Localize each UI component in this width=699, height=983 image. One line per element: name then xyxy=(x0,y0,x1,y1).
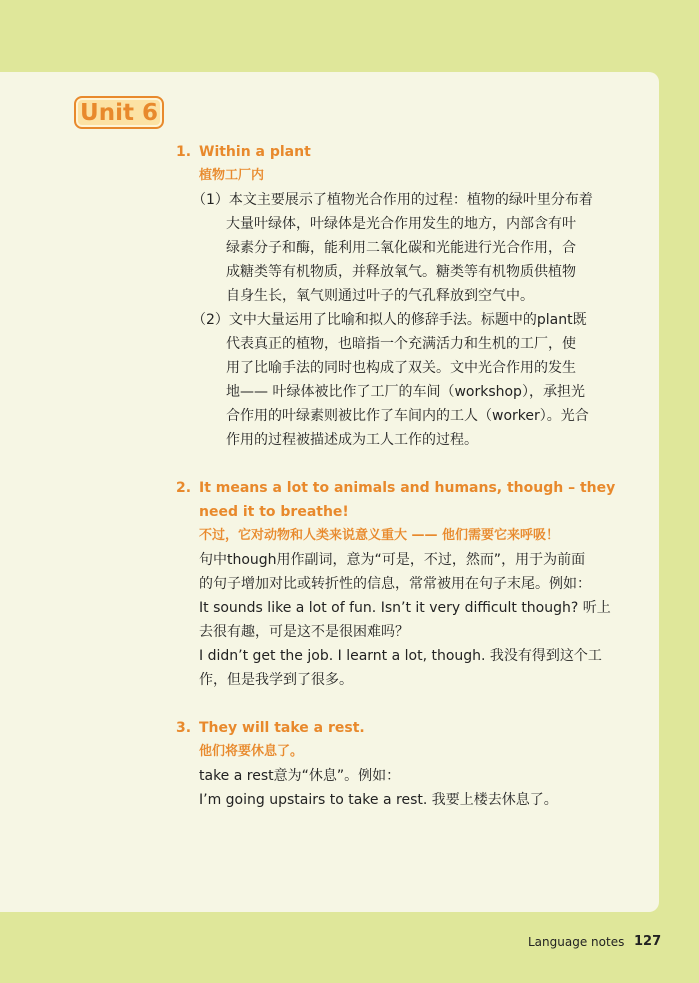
section-2-heading-en: need it to breathe! xyxy=(199,504,349,520)
footer-label: Language notes xyxy=(528,935,625,949)
unit-title: Unit 6 xyxy=(74,96,164,129)
section-2-body-line: 去很有趣，可是这不是很困难吗？ xyxy=(199,624,409,640)
section-1-heading-en: Within a plant xyxy=(199,144,311,160)
section-1-para-2-line: 作用的过程被描述成为工人工作的过程。 xyxy=(226,432,478,448)
section-1-para-1-line: 自身生长，氧气则通过叶子的气孔释放到空气中。 xyxy=(226,288,534,304)
section-3-heading-cn: 他们将要休息了。 xyxy=(199,744,304,759)
section-1-para-1-line: 成糖类等有机物质，并释放氧气。糖类等有机物质供植物 xyxy=(226,264,576,280)
section-2-body-line: I didn’t get the job. I learnt a lot, though. 我没有得到这个工 xyxy=(199,648,602,664)
section-1-heading-cn: 植物工厂内 xyxy=(199,168,265,183)
section-1-para-2-line: （2）文中大量运用了比喻和拟人的修辞手法。标题中的plant既 xyxy=(192,312,587,328)
section-1-para-1-line: （1）本文主要展示了植物光合作用的过程：植物的绿叶里分布着 xyxy=(192,192,593,208)
section-3-heading-en: They will take a rest. xyxy=(199,720,365,736)
section-1-para-2-line: 代表真正的植物，也暗指一个充满活力和生机的工厂，使 xyxy=(226,336,576,352)
section-2-number: 2. xyxy=(176,480,192,496)
section-1-para-2-line: 合作用的叶绿素则被比作了车间内的工人（worker）。光合 xyxy=(226,408,589,424)
section-2-heading-cn: 不过，它对动物和人类来说意义重大 —— 他们需要它来呼吸！ xyxy=(199,528,560,543)
section-2-body-line: It sounds like a lot of fun. Isn’t it very difficult though? 听上 xyxy=(199,600,611,616)
page-number: 127 xyxy=(634,934,662,949)
section-2-body-line: 的句子增加对比或转折性的信息，常常被用在句子末尾。例如： xyxy=(199,576,591,592)
section-3-body-line: I’m going upstairs to take a rest. 我要上楼去休息了。 xyxy=(199,792,558,808)
section-1-number: 1. xyxy=(176,144,192,160)
section-1-para-1-line: 绿素分子和酶，能利用二氧化碳和光能进行光合作用，合 xyxy=(226,240,576,256)
section-2-heading-en: It means a lot to animals and humans, though – they xyxy=(199,480,616,496)
section-2-body-line: 作，但是我学到了很多。 xyxy=(199,672,353,688)
section-1-para-1-line: 大量叶绿体，叶绿体是光合作用发生的地方，内部含有叶 xyxy=(226,216,576,232)
section-1-para-2-line: 用了比喻手法的同时也构成了双关。文中光合作用的发生 xyxy=(226,360,576,376)
section-3-body-line: take a rest意为“休息”。例如： xyxy=(199,768,401,784)
section-3-number: 3. xyxy=(176,720,192,736)
section-2-body-line: 句中though用作副词，意为“可是，不过，然而”，用于为前面 xyxy=(199,552,586,568)
section-1-para-2-line: 地—— 叶绿体被比作了工厂的车间（workshop），承担光 xyxy=(226,384,585,400)
